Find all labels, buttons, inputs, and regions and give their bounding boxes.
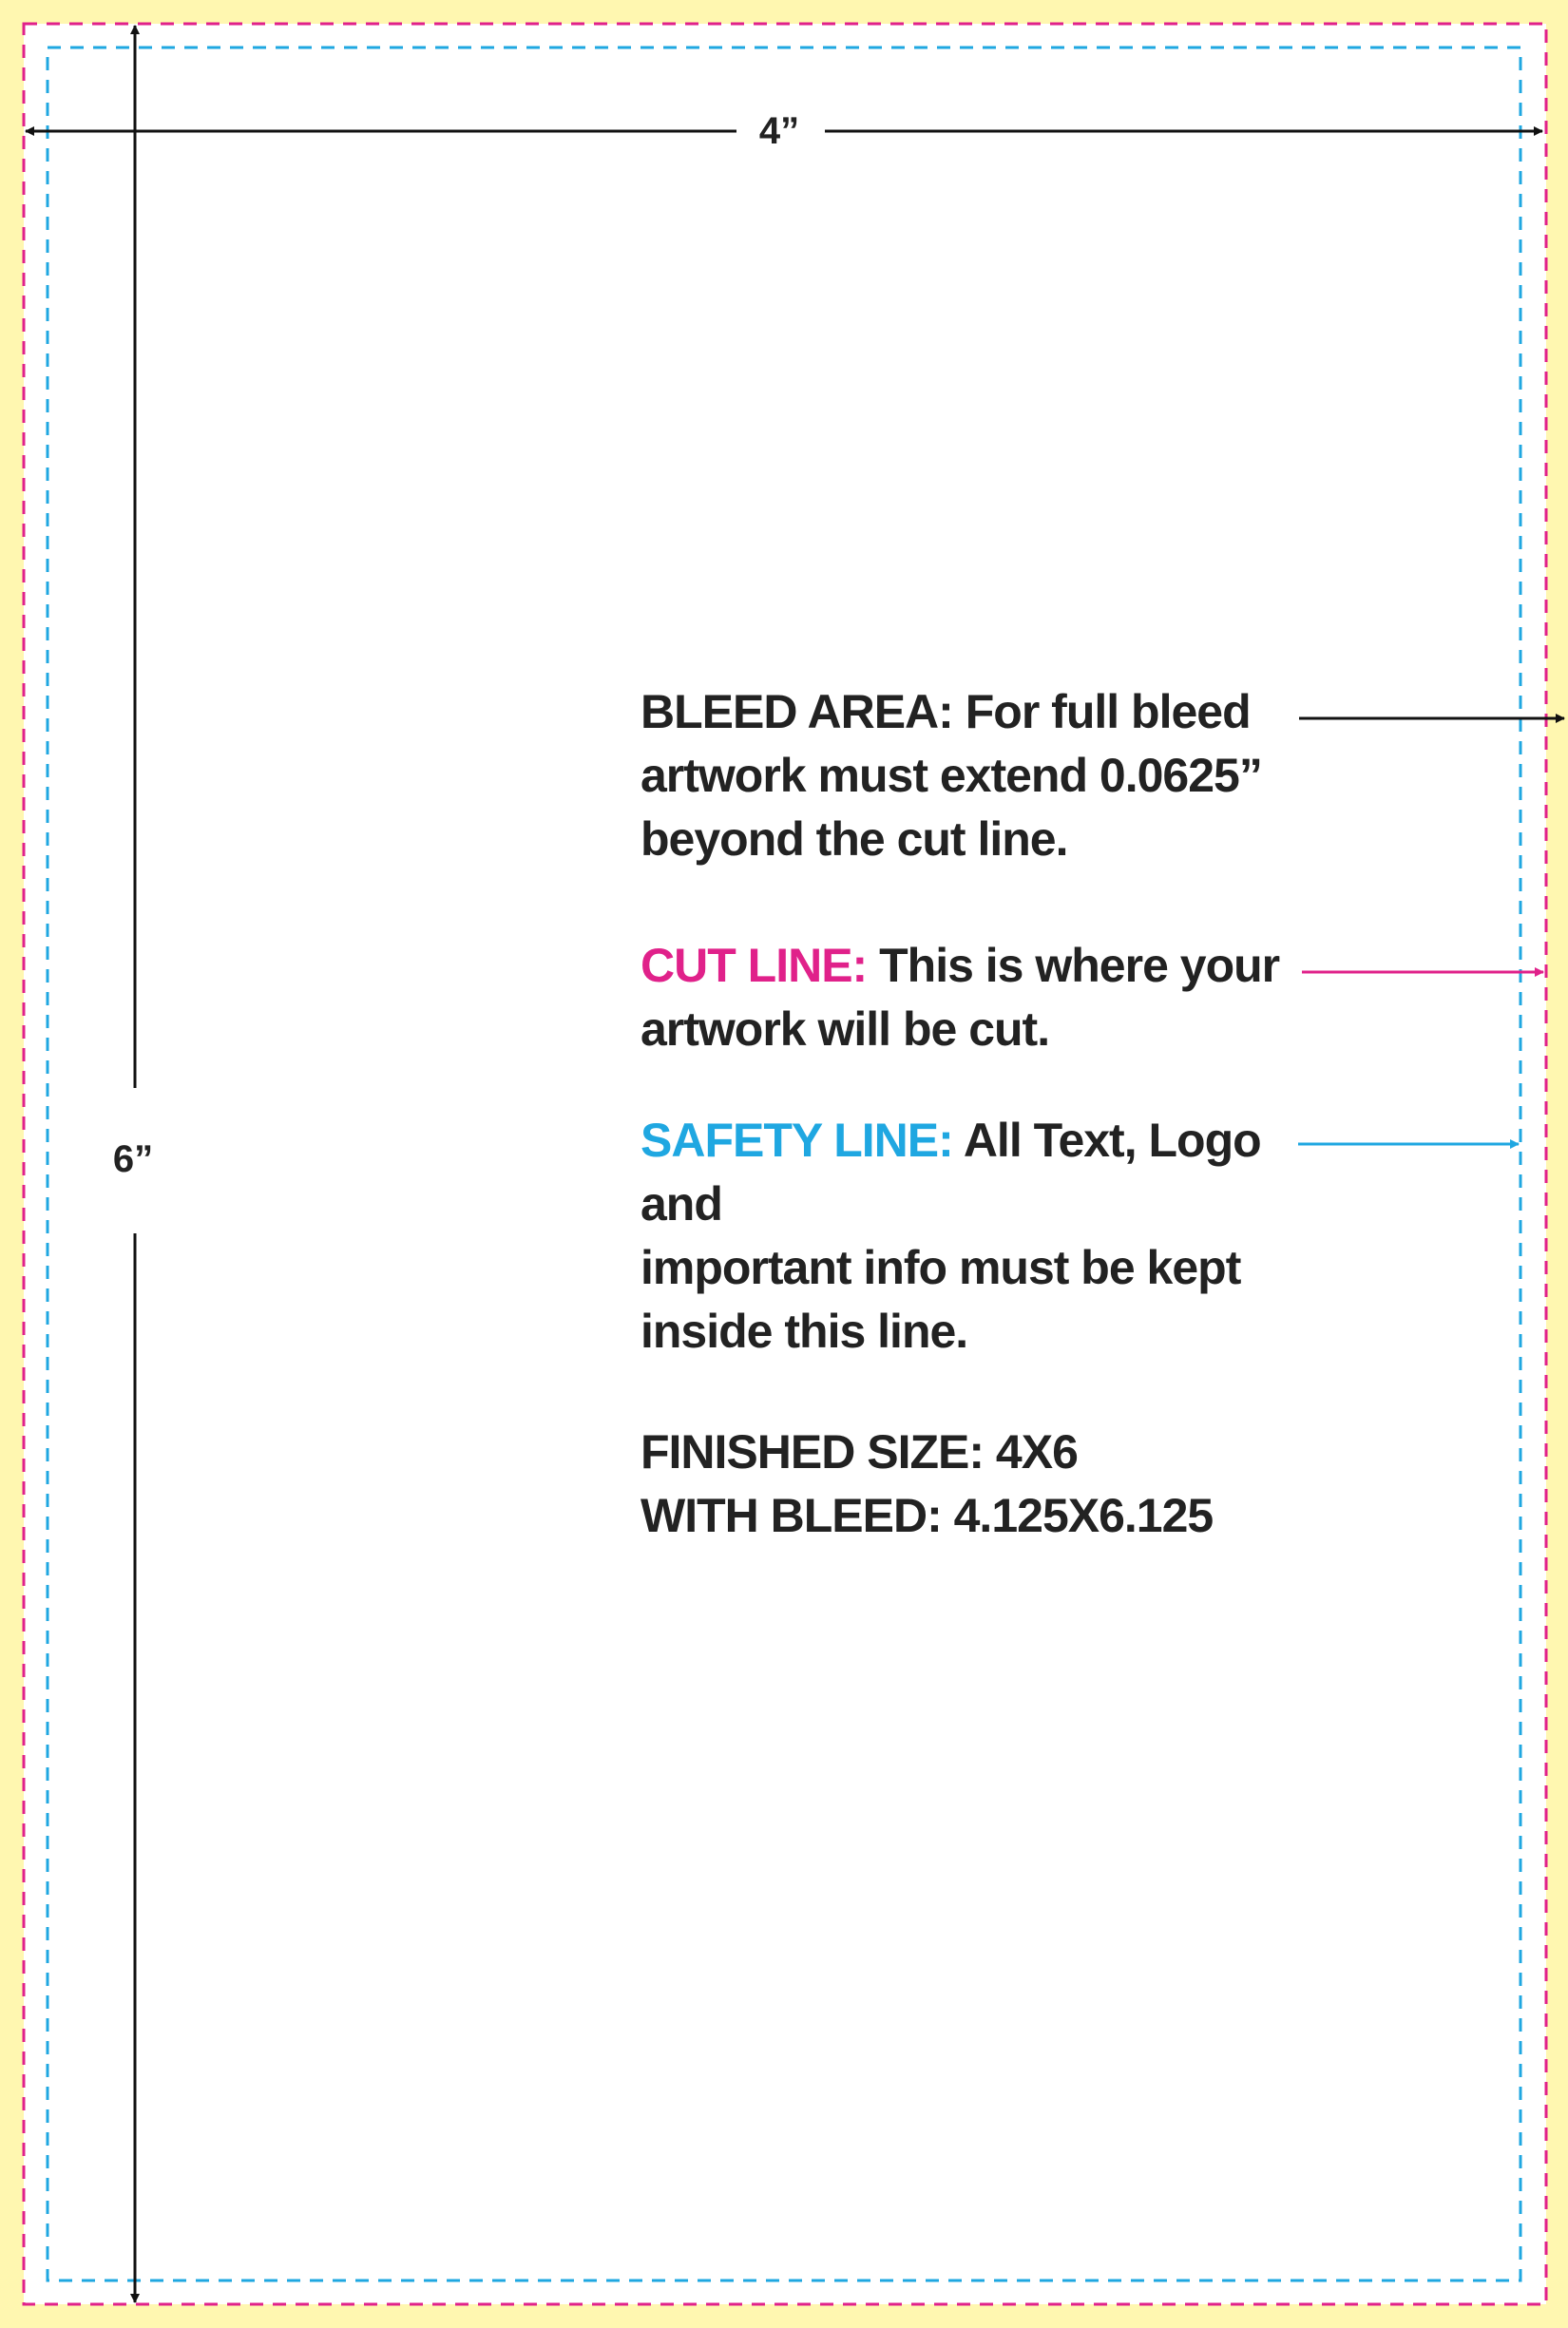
cut-note-line-1 xyxy=(641,934,1306,998)
safety-note-line-3: inside this line. xyxy=(641,1305,968,1358)
safety-note-line-2: important info must be kept xyxy=(641,1241,1241,1294)
safety-note-line-1 xyxy=(641,1109,1306,1236)
size-info xyxy=(641,1421,1306,1548)
safety-line-note xyxy=(641,1109,1306,1364)
height-dimension-label: 6” xyxy=(95,1140,171,1178)
finished-size: FINISHED SIZE: 4X6 xyxy=(641,1425,1078,1479)
bleed-note-line-3: beyond the cut line. xyxy=(641,812,1068,866)
width-dimension-label: 4” xyxy=(736,112,822,150)
cut-note-text-1: This is where your xyxy=(879,939,1280,992)
bleed-note-line-1 xyxy=(641,680,1306,744)
bleed-area-note xyxy=(641,680,1306,871)
cut-line-note xyxy=(641,934,1306,1061)
bleed-note-text-1: For full bleed xyxy=(965,685,1251,738)
safety-line-term: SAFETY LINE: xyxy=(641,1114,953,1167)
cut-note-line-2: artwork will be cut. xyxy=(641,1002,1050,1056)
size-with-bleed: WITH BLEED: 4.125X6.125 xyxy=(641,1489,1214,1542)
cut-line-term: CUT LINE: xyxy=(641,939,868,992)
safety-note-text-1: All Text, Logo and xyxy=(641,1114,1261,1231)
bleed-area-term: BLEED AREA: xyxy=(641,685,953,738)
bleed-note-line-2: artwork must extend 0.0625” xyxy=(641,749,1262,802)
